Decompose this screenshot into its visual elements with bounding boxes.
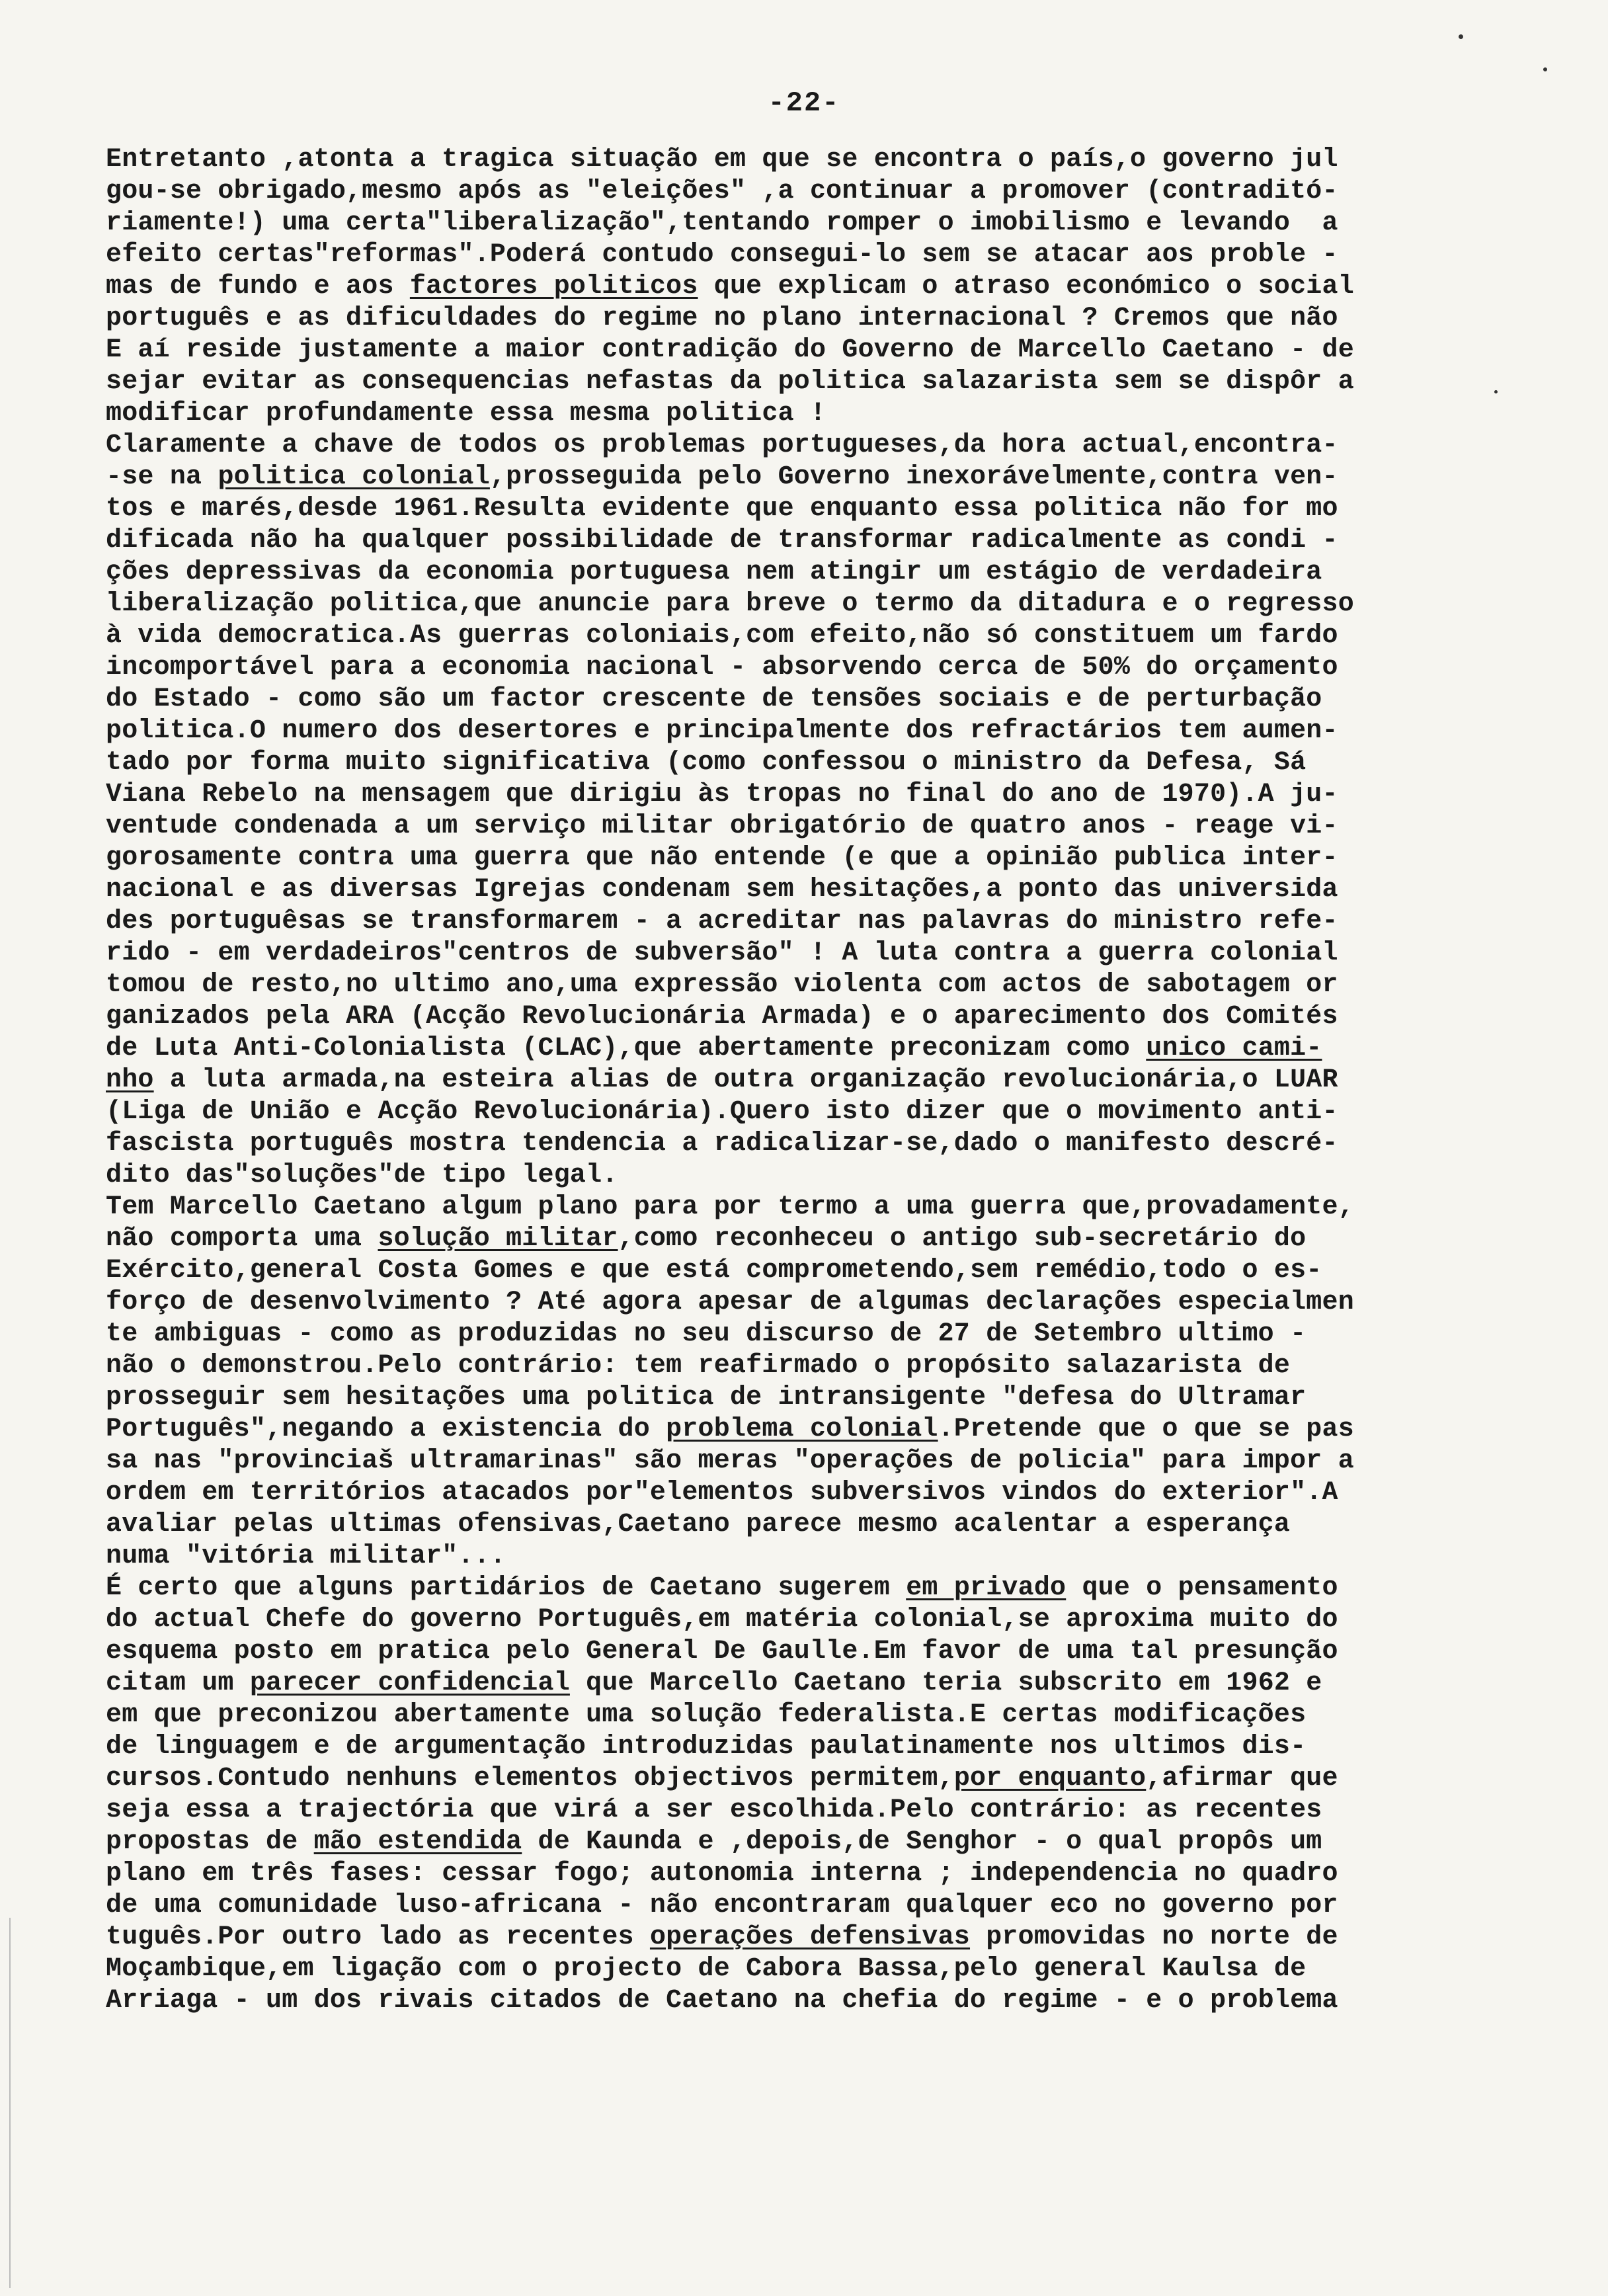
text-run: ções depressivas da economia portuguesa nem atingir um estágio de verdadeira [106, 557, 1322, 587]
text-run: não comporta uma [106, 1224, 378, 1254]
text-run: liberalização politica,que anuncie para breve o termo da ditadura e o regresso [106, 589, 1354, 619]
text-run: Claramente a chave de todos os problemas portugueses,da hora actual,encontra- [106, 430, 1338, 460]
text-run: citam um [106, 1668, 250, 1698]
text-line [106, 684, 1488, 716]
text-run: português e as dificuldades do regime no plano internacional ? Cremos que não [106, 304, 1338, 333]
text-line [106, 1033, 1488, 1065]
text-line [106, 1223, 1488, 1255]
text-line [106, 779, 1488, 811]
ink-speck [1543, 67, 1547, 71]
text-run: fascista português mostra tendencia a radicalizar-se,dado o manifesto descré- [106, 1129, 1338, 1159]
text-line [106, 1446, 1488, 1477]
text-line [106, 1541, 1488, 1573]
text-line [106, 1763, 1488, 1795]
text-run: do Estado - como são um factor crescente de tensões sociais e de perturbação [106, 684, 1322, 714]
text-run: ,como reconheceu o antigo sub-secretário do [618, 1224, 1306, 1254]
text-run: tuguês.Por outro lado as recentes [106, 1922, 650, 1952]
text-line [106, 1350, 1488, 1382]
text-line [106, 1826, 1488, 1858]
text-run: gou-se obrigado,mesmo após as "eleições" ,a continuar a promover (contraditó- [106, 177, 1338, 206]
text-run: mas de fundo e aos [106, 272, 410, 302]
text-run: avaliar pelas ultimas ofensivas,Caetano parece mesmo acalentar a esperança [106, 1510, 1291, 1539]
text-line [106, 1382, 1488, 1414]
text-run: de uma comunidade luso-africana - não encontraram qualquer eco no governo por [106, 1891, 1338, 1920]
text-line [106, 1573, 1488, 1604]
text-line [106, 176, 1488, 208]
text-run: É certo que alguns partidários de Caetano sugerem [106, 1573, 906, 1603]
text-line [106, 303, 1488, 335]
text-run: ganizados pela ARA (Acção Revolucionária Armada) e o aparecimento dos Comités [106, 1002, 1338, 1032]
ink-speck [1494, 390, 1498, 393]
text-run: não o demonstrou.Pelo contrário: tem reafirmado o propósito salazarista de [106, 1351, 1291, 1381]
underlined-phrase: em privado [906, 1573, 1066, 1603]
text-line [106, 1128, 1488, 1160]
text-run: de Luta Anti-Colonialista (CLAC),que abertamente preconizam como [106, 1034, 1146, 1063]
text-run: dificada não ha qualquer possibilidade de transformar radicalmente as condi - [106, 526, 1338, 555]
text-run: que o pensamento [1066, 1573, 1338, 1603]
text-run: de Kaunda e ,depois,de Senghor - o qual propôs um [522, 1827, 1322, 1857]
underlined-phrase: factores politicos [409, 272, 698, 302]
text-line [106, 1700, 1488, 1731]
text-line [106, 1477, 1488, 1509]
text-run: Moçambique,em ligação com o projecto de Cabora Bassa,pelo general Kaulsa de [106, 1954, 1306, 1984]
text-line [106, 1192, 1488, 1223]
text-run: sa nas "provinciaš ultramarinas" são meras "operações de policia" para impor a [106, 1446, 1354, 1476]
text-run: esquema posto em pratica pelo General De Gaulle.Em favor de uma tal presunção [106, 1637, 1338, 1666]
text-run: numa "vitória militar"... [106, 1541, 506, 1571]
text-run: Exército,general Costa Gomes e que está comprometendo,sem remédio,todo o es- [106, 1256, 1322, 1286]
text-line [106, 842, 1488, 874]
text-line [106, 1922, 1488, 1953]
text-line [106, 1858, 1488, 1890]
text-run: tos e marés,desde 1961.Resulta evidente que enquanto essa politica não for mo [106, 494, 1338, 524]
text-run: do actual Chefe do governo Português,em matéria colonial,se aproxima muito do [106, 1605, 1338, 1635]
text-run: politica.O numero dos desertores e principalmente dos refractários tem aumen- [106, 716, 1338, 746]
text-run: incomportável para a economia nacional - absorvendo cerca de 50% do orçamento [106, 653, 1338, 682]
text-line [106, 208, 1488, 239]
text-run: tado por forma muito significativa (como confessou o ministro da Defesa, Sá [106, 748, 1306, 778]
text-run: cursos.Contudo nenhuns elementos objectivos permitem, [106, 1764, 954, 1793]
text-line [106, 271, 1488, 303]
text-line [106, 620, 1488, 652]
text-line [106, 716, 1488, 747]
underlined-phrase: politica colonial [218, 462, 490, 492]
text-run: sejar evitar as consequencias nefastas da politica salazarista sem se dispôr a [106, 367, 1354, 397]
text-run: de linguagem e de argumentação introduzidas paulatinamente nos ultimos dis- [106, 1732, 1306, 1762]
text-line [106, 1795, 1488, 1826]
text-run: Tem Marcello Caetano algum plano para por termo a uma guerra que,provadamente, [106, 1192, 1354, 1222]
text-run: .Pretende que o que se pas [938, 1414, 1354, 1444]
text-line [106, 652, 1488, 684]
text-line [106, 493, 1488, 525]
underlined-phrase: problema colonial [666, 1414, 938, 1444]
text-line [106, 1001, 1488, 1033]
text-run: Entretanto ,atonta a tragica situação em que se encontra o país,o governo jul [106, 145, 1338, 175]
text-run: promovidas no norte de [970, 1922, 1338, 1952]
text-run: modificar profundamente essa mesma politica ! [106, 399, 826, 429]
text-line [106, 335, 1488, 366]
text-line [106, 1604, 1488, 1636]
underlined-phrase: solução militar [378, 1224, 618, 1254]
text-run: des portuguêsas se transformarem - a acreditar nas palavras do ministro refe- [106, 907, 1338, 936]
text-line [106, 430, 1488, 462]
text-run: te ambiguas - como as produzidas no seu discurso de 27 de Setembro ultimo - [106, 1319, 1306, 1349]
text-run: ventude condenada a um serviço militar obrigatório de quatro anos - reage vi- [106, 811, 1338, 841]
text-line [106, 239, 1488, 271]
text-line [106, 1985, 1488, 2017]
text-run: em que preconizou abertamente uma solução federalista.E certas modificações [106, 1700, 1306, 1730]
text-line [106, 969, 1488, 1001]
underlined-phrase: parecer confidencial [249, 1668, 570, 1698]
text-run: Arriaga - um dos rivais citados de Caetano na chefia do regime - e o problema [106, 1986, 1338, 2016]
text-run: ,prosseguida pelo Governo inexorávelmente,contra ven- [489, 462, 1338, 492]
text-run: Português",negando a existencia do [106, 1414, 666, 1444]
underlined-phrase: nho [106, 1065, 154, 1095]
text-line [106, 1255, 1488, 1287]
text-run: que Marcello Caetano teria subscrito em 1962 e [569, 1668, 1322, 1698]
text-line [106, 144, 1488, 176]
text-run: plano em três fases: cessar fogo; autonomia interna ; independencia no quadro [106, 1859, 1338, 1889]
text-line [106, 906, 1488, 938]
text-run: prosseguir sem hesitações uma politica de intransigente "defesa do Ultramar [106, 1383, 1306, 1413]
ink-speck [1459, 34, 1463, 39]
text-run: ordem em territórios atacados por"elementos subversivos vindos do exterior".A [106, 1478, 1338, 1508]
text-run: rido - em verdadeiros"centros de subversão" ! A luta contra a guerra colonial [106, 938, 1338, 968]
text-line [106, 1953, 1488, 1985]
underlined-phrase: unico cami- [1146, 1034, 1322, 1063]
text-line [106, 747, 1488, 779]
text-line [106, 1636, 1488, 1668]
text-line [106, 874, 1488, 906]
text-run: seja essa a trajectória que virá a ser escolhida.Pelo contrário: as recentes [106, 1795, 1322, 1825]
text-line [106, 1414, 1488, 1446]
text-line [106, 1319, 1488, 1350]
text-run: que explicam o atraso económico o social [698, 272, 1354, 302]
underlined-phrase: mão estendida [313, 1827, 522, 1857]
text-run: riamente!) uma certa"liberalização",tentando romper o imobilismo e levando a [106, 208, 1338, 238]
text-line [106, 1065, 1488, 1096]
text-line [106, 525, 1488, 557]
text-line [106, 1509, 1488, 1541]
text-run: à vida democratica.As guerras coloniais,com efeito,não só constituem um fardo [106, 621, 1338, 651]
text-line [106, 1160, 1488, 1192]
text-run: (Liga de União e Acção Revolucionária).Quero isto dizer que o movimento anti- [106, 1097, 1338, 1127]
text-line [106, 811, 1488, 842]
text-line [106, 366, 1488, 398]
text-line [106, 462, 1488, 493]
text-line [106, 1890, 1488, 1922]
text-line [106, 1668, 1488, 1700]
text-run: E aí reside justamente a maior contradição do Governo de Marcello Caetano - de [106, 335, 1354, 365]
text-line [106, 1731, 1488, 1763]
text-run: ,afirmar que [1146, 1764, 1338, 1793]
text-line [106, 557, 1488, 589]
text-run: forço de desenvolvimento ? Até agora apesar de algumas declarações especialmen [106, 1288, 1354, 1317]
margin-mark [9, 1918, 11, 2288]
text-line [106, 1287, 1488, 1319]
text-run: gorosamente contra uma guerra que não entende (e que a opinião publica inter- [106, 843, 1338, 873]
text-line [106, 589, 1488, 620]
text-line [106, 938, 1488, 969]
body-text [106, 144, 1488, 2017]
text-line [106, 398, 1488, 430]
text-run: tomou de resto,no ultimo ano,uma expressão violenta com actos de sabotagem or [106, 970, 1338, 1000]
text-run: efeito certas"reformas".Poderá contudo consegui-lo sem se atacar aos proble - [106, 240, 1338, 270]
page-number: -22- [768, 87, 840, 119]
underlined-phrase: operações defensivas [649, 1922, 971, 1952]
text-run: Viana Rebelo na mensagem que dirigiu às tropas no final do ano de 1970).A ju- [106, 780, 1338, 809]
text-run: dito das"soluções"de tipo legal. [106, 1161, 618, 1190]
text-line [106, 1096, 1488, 1128]
text-run: a luta armada,na esteira alias de outra organização revolucionária,o LUAR [153, 1065, 1338, 1095]
underlined-phrase: por enquanto [953, 1764, 1146, 1793]
text-run: propostas de [106, 1827, 314, 1857]
text-run: nacional e as diversas Igrejas condenam sem hesitações,a ponto das universida [106, 875, 1338, 905]
text-run: -se na [106, 462, 218, 492]
